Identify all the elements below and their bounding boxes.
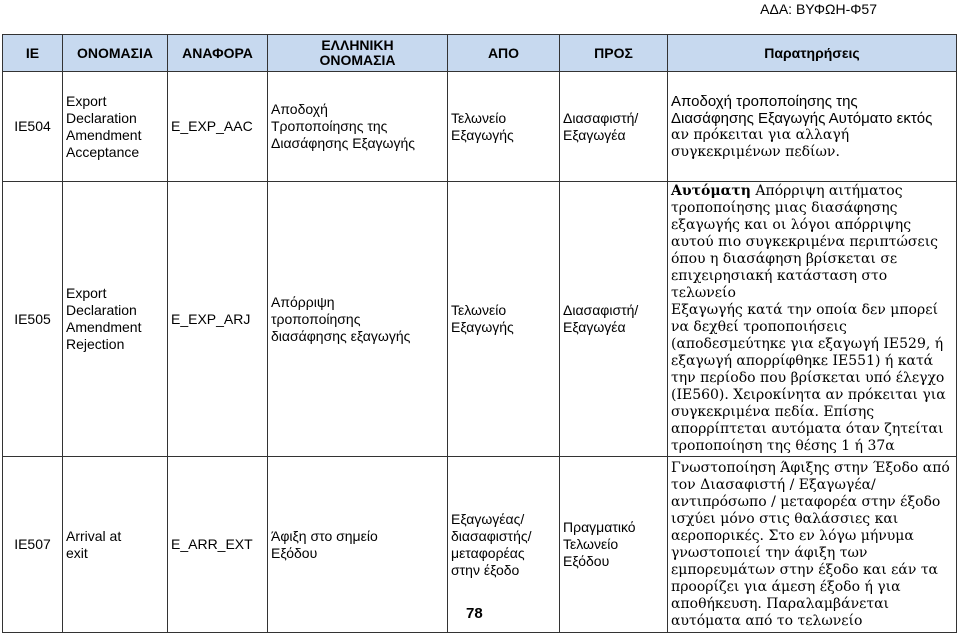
notes-line: τροποποίησης μιας διασάφησης — [671, 200, 898, 216]
notes-line: τροποποίηση της θέσης 1 ή 37α — [671, 438, 895, 454]
cell-from — [448, 182, 560, 457]
notes-line: εξαγωγής και οι λόγοι απόρριψης — [671, 217, 912, 233]
cell-name-line: exit — [66, 544, 88, 561]
cell-greek-name-line: διασάφησης εξαγωγής — [271, 327, 411, 344]
cell-from-line: μεταφορέας — [451, 544, 525, 561]
header-ie: IE — [3, 35, 63, 72]
cell-to-line: Τελωνείο — [563, 536, 619, 552]
notes-line: τον Διασαφιστή / Εξαγωγέα/ — [671, 476, 876, 493]
notes-line: επιχειρησιακή κατάσταση στο τελωνείο — [671, 268, 888, 301]
cell-name-line: Declaration — [66, 302, 137, 318]
cell-name-line: Amendment — [66, 319, 142, 335]
notes-line: αν πρόκειται για αλλαγή — [671, 126, 850, 143]
cell-notes — [668, 72, 957, 182]
notes-line: εμπορευμάτων στην έξοδο και εάν τα — [671, 561, 939, 578]
cell-to-line: Εξόδου — [563, 553, 610, 569]
cell-greek-name-line: Απόρριψη — [271, 293, 335, 310]
ie-messages-table — [2, 34, 957, 633]
cell-from — [448, 72, 560, 182]
cell-notes — [668, 182, 957, 457]
cell-name — [63, 72, 168, 182]
cell-to-line: Πραγματικό — [563, 519, 636, 535]
header-name: ΟΝΟΜΑΣΙΑ — [63, 35, 168, 72]
cell-name-line: Rejection — [66, 336, 125, 352]
cell-reference: E_ARR_EXT — [168, 457, 268, 633]
cell-name — [63, 457, 168, 633]
header-from: ΑΠΟ — [448, 35, 560, 72]
notes-line: αυτόματα από το τελωνείο — [671, 612, 863, 629]
notes-line: (IE560). Χειροκίνητα αν πρόκειται για — [671, 387, 946, 403]
notes-line: συγκεκριμένα πεδία. Επίσης — [671, 404, 875, 420]
cell-to — [560, 457, 668, 633]
cell-to-line: Διασαφιστή/ — [563, 302, 639, 318]
cell-reference: E_EXP_ARJ — [168, 182, 268, 457]
notes-line: να δεχθεί τροποποιήσεις — [671, 319, 847, 335]
cell-from-line: Εξαγωγέας/ — [451, 510, 525, 527]
table-row — [3, 182, 957, 457]
cell-to-line: Διασαφιστή/ — [563, 109, 639, 126]
cell-ie: IE507 — [3, 457, 63, 633]
document-ada-reference: ΑΔΑ: ΒΥΦΩΗ-Φ57 — [760, 1, 877, 17]
cell-to — [560, 182, 668, 457]
header-reference: ΑΝΑΦΟΡΑ — [168, 35, 268, 72]
cell-to-line: Εξαγωγέα — [563, 319, 626, 335]
cell-greek-name — [268, 72, 448, 182]
cell-from — [448, 457, 560, 633]
cell-notes — [668, 457, 957, 633]
cell-to — [560, 72, 668, 182]
notes-line: αυτού πιο συγκεκριμένα περιπτώσεις — [671, 234, 939, 250]
cell-name-line: Declaration — [66, 109, 137, 126]
cell-greek-name-line: Αποδοχή — [271, 101, 328, 117]
cell-greek-name-line: Διασάφησης Εξαγωγής — [271, 135, 416, 151]
notes-line: προορίζει για άμεση έξοδο ή για — [671, 578, 901, 595]
page-number: 78 — [466, 605, 483, 622]
cell-reference: E_EXP_AAC — [168, 72, 268, 182]
header-greek-name-line2: ΟΝΟΜΑΣΙΑ — [319, 52, 396, 68]
cell-greek-name-line: τροποποίησης — [271, 310, 361, 327]
cell-greek-name — [268, 182, 448, 457]
notes-line — [671, 183, 953, 200]
cell-from-line: Εξαγωγής — [451, 319, 514, 335]
notes-line: αντιπρόσωπο / μεταφορέα στην έξοδο — [671, 493, 941, 510]
cell-greek-name — [268, 457, 448, 633]
cell-from-line: Τελωνείο — [451, 109, 507, 126]
cell-name-line: Arrival at — [66, 527, 122, 544]
cell-name-line: Amendment — [66, 126, 142, 143]
cell-from-line: Τελωνείο — [451, 302, 507, 318]
notes-line: αποθήκευση. Παραλαμβάνεται — [671, 595, 890, 612]
cell-greek-name-line: Άφιξη στο σημείο — [271, 527, 378, 544]
cell-name-line: Export — [66, 92, 107, 109]
notes-line: την περίοδο που βρίσκεται υπό έλεγχο — [671, 370, 945, 386]
header-greek-name — [268, 35, 448, 72]
cell-greek-name-line: Εξόδου — [271, 544, 318, 561]
notes-line: Γνωστοποίηση Άφιξης στην Έξοδο από — [671, 459, 950, 476]
header-to: ΠΡΟΣ — [560, 35, 668, 72]
cell-ie: IE504 — [3, 72, 63, 182]
cell-name — [63, 182, 168, 457]
notes-bold-word: Αυτόματη — [671, 183, 751, 199]
notes-line: όπου η διασάφηση βρίσκεται σε — [671, 251, 898, 267]
notes-line: εξαγωγή απορρίφθηκε IE551) ή κατά — [671, 353, 934, 369]
notes-line: Διασάφησης Εξαγωγής Αυτόματο εκτός — [671, 109, 933, 127]
cell-ie: IE505 — [3, 182, 63, 457]
notes-line: αεροπορικές. Στο εν λόγω μήνυμα — [671, 527, 914, 544]
cell-from-line: Εξαγωγής — [451, 126, 514, 143]
cell-to-line: Εξαγωγέα — [563, 126, 626, 143]
header-notes: Παρατηρήσεις — [668, 35, 957, 72]
header-greek-name-line1: ΕΛΛΗΝΙΚΗ — [321, 37, 394, 53]
cell-from-line: στην έξοδο — [451, 561, 520, 578]
notes-line: Εξαγωγής κατά την οποία δεν μπορεί — [671, 302, 938, 318]
notes-line: ισχύει μόνο στις θαλάσσιες και — [671, 510, 899, 527]
notes-line: συγκεκριμένων πεδίων. — [671, 143, 840, 160]
cell-greek-name-line: Τροποποίησης της — [271, 118, 388, 134]
notes-line: (αποδεσμεύτηκε για εξαγωγή IE529, ή — [671, 336, 944, 352]
notes-line: απορρίπτεται αυτόματα όταν ζητείται — [671, 421, 944, 437]
cell-from-line: διασαφιστής/ — [451, 527, 532, 544]
table-row — [3, 72, 957, 182]
cell-name-line: Export — [66, 285, 107, 301]
notes-line: γνωστοποιεί την άφιξη των — [671, 544, 868, 561]
cell-name-line: Acceptance — [66, 143, 140, 160]
table-header-row — [3, 35, 957, 72]
notes-line: Αποδοχή τροποποίησης της — [671, 92, 858, 110]
notes-first-rest: Απόρριψη αιτήματος — [750, 183, 903, 199]
